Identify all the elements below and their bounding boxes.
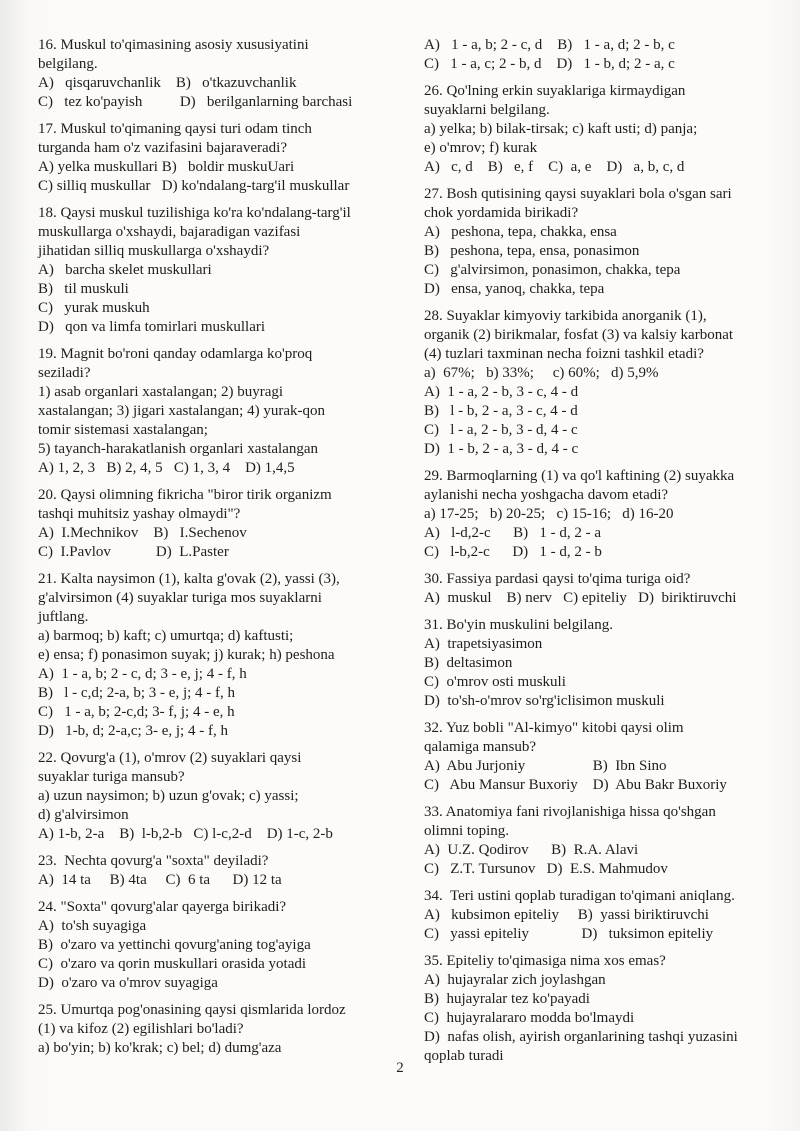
question-line: 20. Qaysi olimning fikricha "biror tirik organizm <box>38 487 332 503</box>
question-line: 25. Umurtqa pog'onasining qaysi qismlarida lordoz <box>38 1002 346 1018</box>
question-line: C) silliq muskullar D) ko'ndalang-targ'il muskullar <box>38 178 350 194</box>
question-line: qoplab turadi <box>424 1048 504 1064</box>
question-line: C) o'mrov osti muskuli <box>424 674 566 690</box>
question-line: B) peshona, tepa, ensa, ponasimon <box>424 243 640 259</box>
question-line: 26. Qo'lning erkin suyaklariga kirmaydigan <box>424 83 686 99</box>
question-line: 32. Yuz bobli "Al-kimyo" kitobi qaysi olim <box>424 720 684 736</box>
question-line: B) hujayralar tez ko'payadi <box>424 991 590 1007</box>
question-line: D) qon va limfa tomirlari muskullari <box>38 319 266 335</box>
question-line: C) yassi epiteliy D) tuksimon epiteliy <box>424 926 714 942</box>
question-line: D) o'zaro va o'mrov suyagiga <box>38 975 218 991</box>
question-line: organik (2) birikmalar, fosfat (3) va kalsiy karbonat <box>424 327 734 343</box>
question-line: a) yelka; b) bilak-tirsak; c) kaft usti; d) panja; <box>424 121 698 137</box>
question-line: C) hujayralararo modda bo'lmaydi <box>424 1010 635 1026</box>
question-line: B) l - b, 2 - a, 3 - c, 4 - d <box>424 403 578 419</box>
question-line: a) bo'yin; b) ko'krak; c) bel; d) dumg'aza <box>38 1040 282 1056</box>
question-line: (1) va kifoz (2) egilishlari bo'ladi? <box>38 1021 244 1037</box>
question-line: A) c, d B) e, f C) a, e D) a, b, c, d <box>424 159 685 175</box>
question <box>424 719 786 795</box>
question-line: 35. Epiteliy to'qimasiga nima xos emas? <box>424 953 666 969</box>
question-line: D) 1-b, d; 2-a,c; 3- e, j; 4 - f, h <box>38 723 228 739</box>
question-line: 19. Magnit bo'roni qanday odamlarga ko'proq <box>38 346 313 362</box>
question-line: C) o'zaro va qorin muskullari orasida yotadi <box>38 956 307 972</box>
question-line: A) 1, 2, 3 B) 2, 4, 5 C) 1, 3, 4 D) 1,4,5 <box>38 460 295 476</box>
question-line: jihatidan silliq muskullarga o'xshaydi? <box>38 243 270 259</box>
question-line: B) til muskuli <box>38 281 129 297</box>
question-line: A) 1-b, 2-a B) l-b,2-b C) l-c,2-d D) 1-c, 2-b <box>38 826 333 842</box>
question-line: 28. Suyaklar kimyoviy tarkibida anorganik (1), <box>424 308 707 324</box>
question <box>424 952 786 1066</box>
question <box>38 749 398 844</box>
question-line: a) uzun naysimon; b) uzun g'ovak; c) yassi; <box>38 788 299 804</box>
question-line: C) 1 - a, b; 2-c,d; 3- f, j; 4 - e, h <box>38 704 235 720</box>
question <box>38 852 398 890</box>
question-line: 29. Barmoqlarning (1) va qo'l kaftining (2) suyakka <box>424 468 735 484</box>
question-line: C) Z.T. Tursunov D) E.S. Mahmudov <box>424 861 668 877</box>
question <box>424 616 786 711</box>
question-line: olimni toping. <box>424 823 510 839</box>
question-line: a) barmoq; b) kaft; c) umurtqa; d) kaftusti; <box>38 628 294 644</box>
question-line: juftlang. <box>38 609 89 625</box>
question-line: muskullarga o'xshaydi, bajaradigan vazifasi <box>38 224 301 240</box>
question <box>424 887 786 944</box>
question-line: A) muskul B) nerv C) epiteliy D) biriktiruvchi <box>424 590 737 606</box>
question-line: A) 1 - a, b; 2 - c, d B) 1 - a, d; 2 - b, c <box>424 37 675 53</box>
question-line: C) l - a, 2 - b, 3 - d, 4 - c <box>424 422 578 438</box>
question-line: A) 1 - a, b; 2 - c, d; 3 - e, j; 4 - f, h <box>38 666 247 682</box>
question-line: tashqi muhitsiz yashay olmaydi"? <box>38 506 241 522</box>
question-line: 16. Muskul to'qimasining asosiy xususiyatini <box>38 37 309 53</box>
question <box>424 467 786 562</box>
question <box>424 570 786 608</box>
question-line: A) l-d,2-c B) 1 - d, 2 - a <box>424 525 602 541</box>
question-line: (4) tuzlari taxminan necha foizni tashkil etadi? <box>424 346 704 362</box>
question-line: D) to'sh-o'mrov so'rg'iclisimon muskuli <box>424 693 665 709</box>
question <box>38 486 398 562</box>
question-line: aylanishi necha yoshgacha davom etadi? <box>424 487 669 503</box>
question-line: 24. "Soxta" qovurg'alar qayerga birikadi? <box>38 899 287 915</box>
question-line: belgilang. <box>38 56 98 72</box>
question <box>38 1001 398 1058</box>
question-line: C) Abu Mansur Buxoriy D) Abu Bakr Buxoriy <box>424 777 727 793</box>
question-line: a) 67%; b) 33%; c) 60%; d) 5,9% <box>424 365 659 381</box>
question-line: 21. Kalta naysimon (1), kalta g'ovak (2), yassi (3), <box>38 571 340 587</box>
question <box>38 36 398 112</box>
question <box>424 185 786 299</box>
question <box>424 82 786 177</box>
question-line: xastalangan; 3) jigari xastalangan; 4) yurak-qon <box>38 403 325 419</box>
question-line: tomir sistemasi xastalangan; <box>38 422 208 438</box>
question-line: C) 1 - a, c; 2 - b, d D) 1 - b, d; 2 - a, c <box>424 56 675 72</box>
question-line: A) yelka muskullari B) boldir muskuUari <box>38 159 295 175</box>
question-line: C) tez ko'payish D) berilganlarning barchasi <box>38 94 353 110</box>
question-line: A) barcha skelet muskullari <box>38 262 212 278</box>
question-line: B) o'zaro va yettinchi qovurg'aning tog'ayiga <box>38 937 311 953</box>
question-line: 5) tayanch-harakatlanish organlari xastalangan <box>38 441 319 457</box>
question <box>424 36 786 74</box>
question-line: C) g'alvirsimon, ponasimon, chakka, tepa <box>424 262 681 278</box>
page-number: 2 <box>396 1060 404 1076</box>
question-line: 31. Bo'yin muskulini belgilang. <box>424 617 613 633</box>
question-line: A) Abu Jurjoniy B) Ibn Sino <box>424 758 667 774</box>
question-line: e) ensa; f) ponasimon suyak; j) kurak; h) peshona <box>38 647 335 663</box>
question-line: 30. Fassiya pardasi qaysi to'qima turiga oid? <box>424 571 691 587</box>
question-line: 22. Qovurg'a (1), o'mrov (2) suyaklari qaysi <box>38 750 302 766</box>
question-line: A) 1 - a, 2 - b, 3 - c, 4 - d <box>424 384 579 400</box>
right-column <box>424 36 786 1066</box>
question-line: 17. Muskul to'qimaning qaysi turi odam tinch <box>38 121 312 137</box>
question-line: 33. Anatomiya fani rivojlanishiga hissa qo'shgan <box>424 804 716 820</box>
question-line: A) peshona, tepa, chakka, ensa <box>424 224 617 240</box>
question <box>38 898 398 993</box>
question-line: 1) asab organlari xastalangan; 2) buyragi <box>38 384 284 400</box>
question-line: A) 14 ta B) 4ta C) 6 ta D) 12 ta <box>38 872 282 888</box>
question-line: C) l-b,2-c D) 1 - d, 2 - b <box>424 544 602 560</box>
question <box>38 204 398 337</box>
question-line: chok yordamida birikadi? <box>424 205 579 221</box>
question-line: 18. Qaysi muskul tuzilishiga ko'ra ko'ndalang-targ'il <box>38 205 351 221</box>
question-line: A) U.Z. Qodirov B) R.A. Alavi <box>424 842 639 858</box>
question <box>38 345 398 478</box>
question-line: D) 1 - b, 2 - a, 3 - d, 4 - c <box>424 441 579 457</box>
question-line: suyaklarni belgilang. <box>424 102 550 118</box>
question-line: A) qisqaruvchanlik B) o'tkazuvchanlik <box>38 75 297 91</box>
question-line: A) I.Mechnikov B) I.Sechenov <box>38 525 247 541</box>
question-line: D) ensa, yanoq, chakka, tepa <box>424 281 605 297</box>
question-line: C) I.Pavlov D) L.Paster <box>38 544 229 560</box>
question-line: seziladi? <box>38 365 91 381</box>
question-line: suyaklar turiga mansub? <box>38 769 185 785</box>
question-line: e) o'mrov; f) kurak <box>424 140 538 156</box>
question-line: a) 17-25; b) 20-25; c) 15-16; d) 16-20 <box>424 506 674 522</box>
question-line: 34. Teri ustini qoplab turadigan to'qimani aniqlang. <box>424 888 735 904</box>
question-line: B) deltasimon <box>424 655 513 671</box>
question <box>424 803 786 879</box>
question-line: turganda ham o'z vazifasini bajaraveradi? <box>38 140 287 156</box>
question-line: 23. Nechta qovurg'a "soxta" deyiladi? <box>38 853 269 869</box>
left-column <box>38 36 398 1058</box>
question-line: D) nafas olish, ayirish organlarining tashqi yuzasini <box>424 1029 738 1045</box>
question-line: g'alvirsimon (4) suyaklar turiga mos suyaklarni <box>38 590 322 606</box>
question-line: A) trapetsiyasimon <box>424 636 543 652</box>
question-line: qalamiga mansub? <box>424 739 537 755</box>
question <box>424 307 786 459</box>
question <box>38 120 398 196</box>
question-line: A) kubsimon epiteliy B) yassi biriktiruvchi <box>424 907 709 923</box>
question-line: A) to'sh suyagiga <box>38 918 147 934</box>
question <box>38 570 398 741</box>
question-line: d) g'alvirsimon <box>38 807 129 823</box>
question-line: A) hujayralar zich joylashgan <box>424 972 606 988</box>
question-line: C) yurak muskuh <box>38 300 150 316</box>
question-line: 27. Bosh qutisining qaysi suyaklari bola o'sgan sari <box>424 186 732 202</box>
question-line: B) l - c,d; 2-a, b; 3 - e, j; 4 - f, h <box>38 685 236 701</box>
